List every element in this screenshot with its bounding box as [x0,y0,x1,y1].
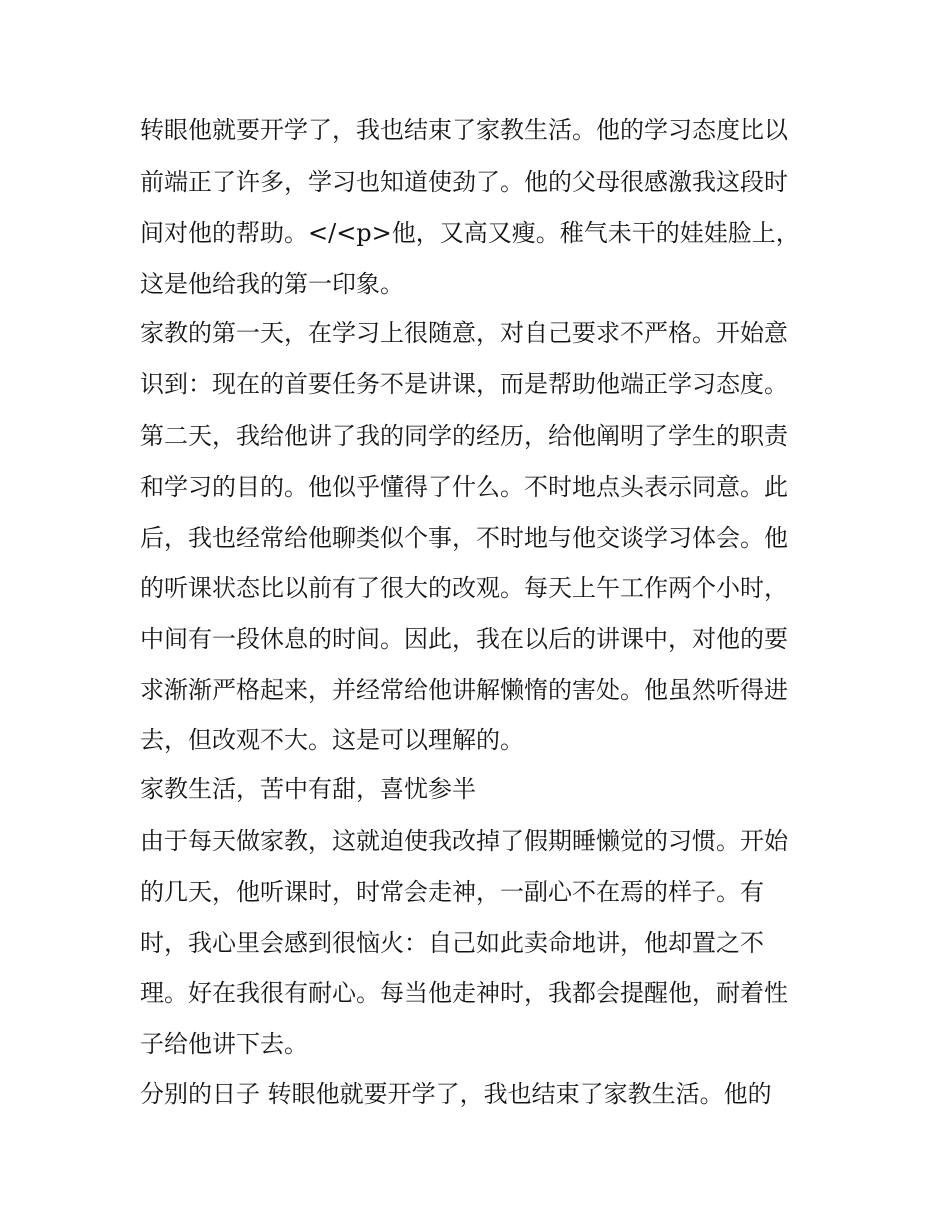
text-line: 前端正了许多，学习也知道使劲了。他的父母很感激我这段时 [140,168,788,196]
text-line: 理。好在我很有耐心。每当他走神时，我都会提醒他，耐着性 [140,979,788,1007]
text-line: 分别的日子 转眼他就要开学了，我也结束了家教生活。他的 [140,1080,772,1108]
text-line: 和学习的目的。他似乎懂得了什么。不时地点头表示同意。此 [140,473,788,501]
text-line: 这是他给我的第一印象。 [140,270,404,298]
text-line: 的几天，他听课时，时常会走神，一副心不在焉的样子。有 [140,878,764,906]
text-line: 由于每天做家教，这就迫使我改掉了假期睡懒觉的习惯。开始 [140,827,788,855]
text-line: 去，但改观不大。这是可以理解的。 [140,726,524,754]
text-line: 后，我也经常给他聊类似个事，不时地与他交谈学习体会。他 [140,524,788,552]
text-line: 时，我心里会感到很恼火：自己如此卖命地讲，他却置之不 [140,929,764,957]
text-line: 子给他讲下去。 [140,1030,308,1058]
text-line: 间对他的帮助。</<p>他，又高又瘦。稚气未干的娃娃脸上， [140,219,800,247]
text-line: 识到：现在的首要任务不是讲课，而是帮助他端正学习态度。 [140,370,788,398]
text-line: 家教生活，苦中有甜，喜忧参半 [140,775,476,803]
text-line: 转眼他就要开学了，我也结束了家教生活。他的学习态度比以 [140,116,788,144]
text-line: 的听课状态比以前有了很大的改观。每天上午工作两个小时， [140,574,788,602]
text-line: 第二天，我给他讲了我的同学的经历，给他阐明了学生的职责 [140,422,788,450]
text-line: 家教的第一天，在学习上很随意，对自己要求不严格。开始意 [140,319,788,347]
text-line: 中间有一段休息的时间。因此，我在以后的讲课中，对他的要 [140,625,788,653]
text-line: 求渐渐严格起来，并经常给他讲解懒惰的害处。他虽然听得进 [140,676,788,704]
